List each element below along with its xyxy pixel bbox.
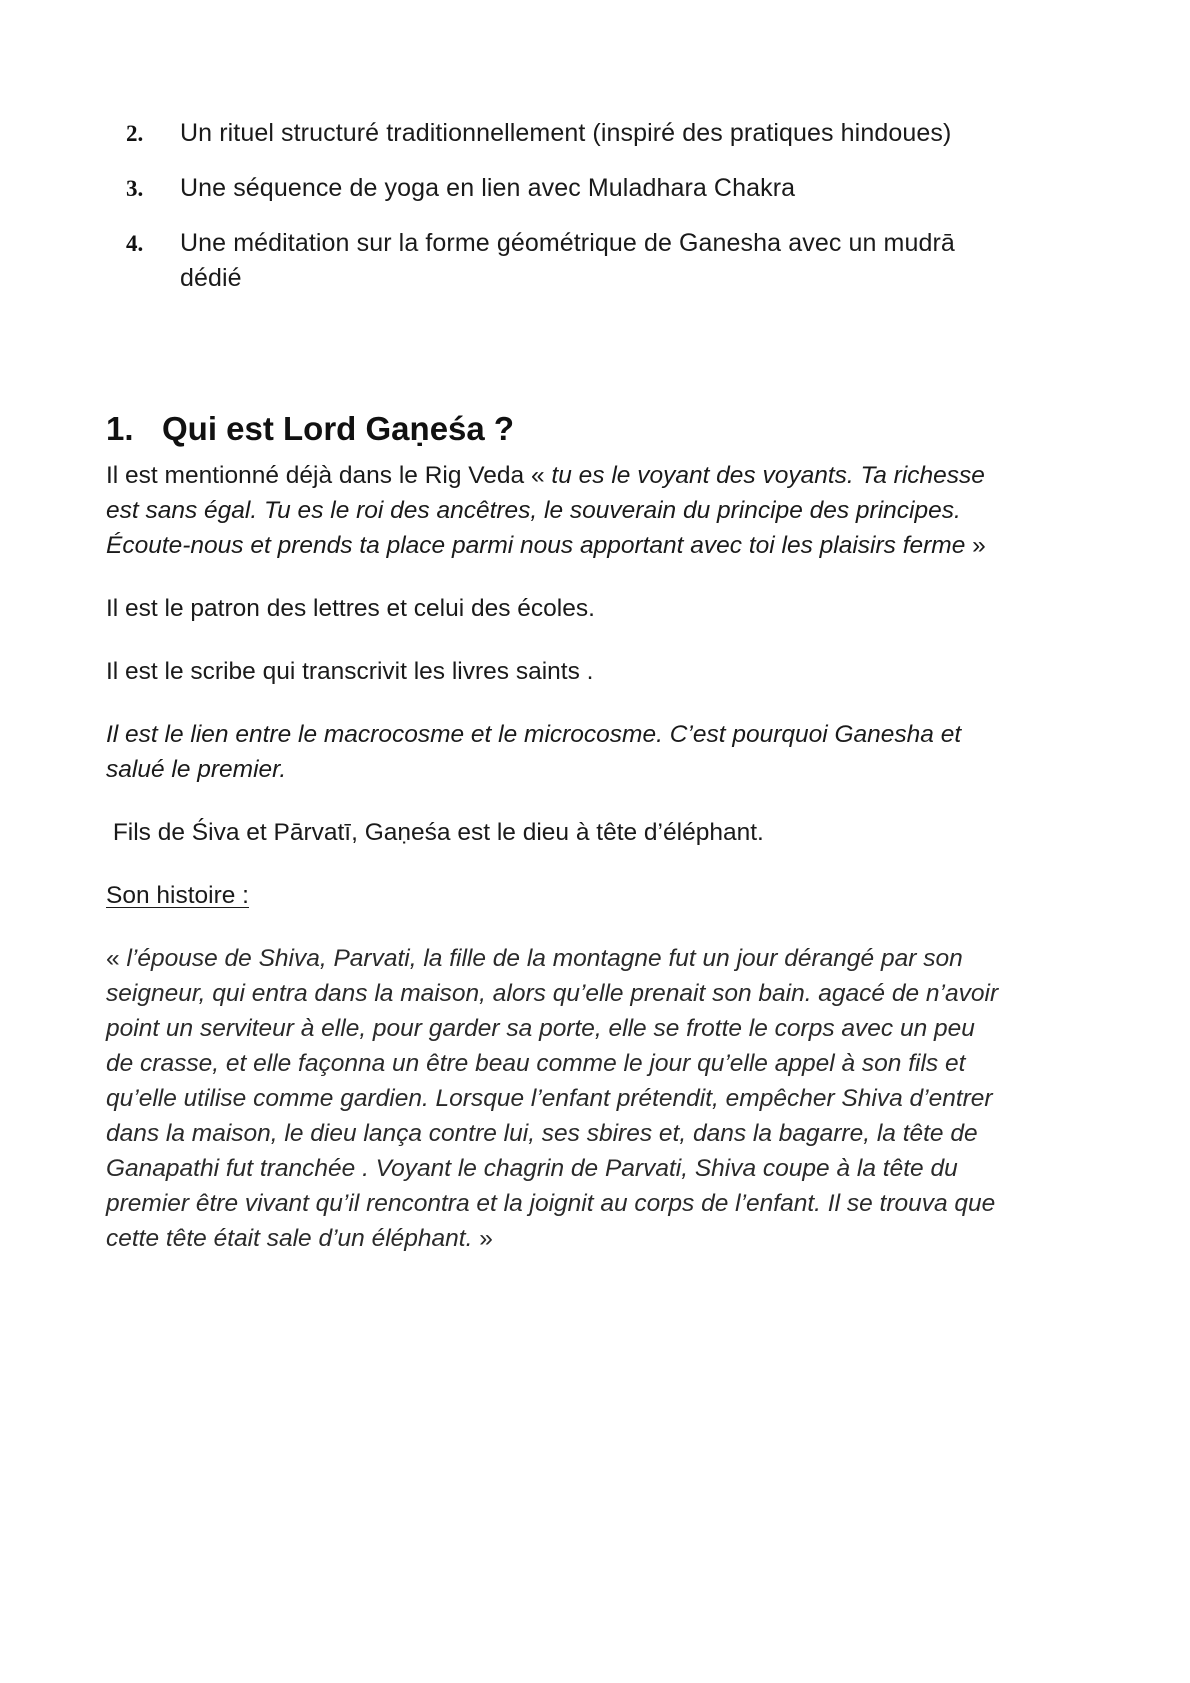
list-item-number: 3. — [126, 176, 144, 201]
list-item — [126, 116, 1006, 151]
list-item-number: 2. — [126, 121, 144, 146]
section-heading — [106, 410, 514, 448]
section-body — [106, 458, 1006, 1284]
list-item — [126, 226, 1006, 296]
histoire-text: l’épouse de Shiva, Parvati, la fille de la montagne fut un jour dérangé par son seigneur, qui entra dans la maison, alors qu’elle prenait son bain. agacé de n’avoir point un serviteur à elle, pour garder sa porte, elle se frotte le corps avec un peu de crasse, et elle façonna un être beau comme le jour qu’elle appel à son fils et qu’elle utilise comme gardien. Lorsque l’enfant prétendit, empêcher Shiva d’entrer dans la maison, le dieu lança contre lui, ses sbires et, dans la bagarre, la tête de Ganapathi fut tranchée . Voyant le chagrin de Parvati, Shiva coupe à la tête du premier être vivant qu’il rencontra et la joignit au corps de l’enfant. Il se trouva que cette tête était sale d’un éléphant. — [106, 945, 999, 1252]
lien-paragraph: Il est le lien entre le macrocosme et le microcosme. C’est pourquoi Ganesha et salué le premier. — [106, 721, 962, 783]
histoire-close-quote: » — [472, 1225, 493, 1252]
section-title: Qui est Lord Gaṇeśa ? — [162, 410, 515, 448]
histoire-label: Son histoire : — [106, 882, 249, 909]
section-number: 1. — [106, 410, 134, 448]
numbered-list — [126, 116, 1006, 316]
list-item-number: 4. — [126, 231, 144, 256]
fils-paragraph: Fils de Śiva et Pārvatī, Gaṇeśa est le dieu à tête d’éléphant. — [106, 819, 764, 846]
histoire-label-paragraph — [106, 878, 1006, 913]
rig-veda-close: » — [965, 532, 986, 559]
list-item-text: Une séquence de yoga en lien avec Muladhara Chakra — [180, 174, 796, 202]
rig-veda-paragraph — [106, 458, 1006, 563]
rig-veda-intro: Il est mentionné déjà dans le Rig Veda « — [106, 462, 552, 489]
scribe-paragraph: Il est le scribe qui transcrivit les livres saints . — [106, 658, 594, 685]
histoire-open-quote: « — [106, 945, 127, 972]
list-item — [126, 171, 1006, 206]
histoire-paragraph — [106, 941, 1006, 1256]
patron-paragraph: Il est le patron des lettres et celui des écoles. — [106, 595, 595, 622]
list-item-text: Un rituel structuré traditionnellement (inspiré des pratiques hindoues) — [180, 119, 952, 147]
rig-veda-quote: tu es le voyant des voyants. Ta richesse est sans égal. Tu es le roi des ancêtres, le souverain du principe des principes. Écoute-nous et prends ta place parmi nous apportant avec toi les plaisirs ferme — [106, 462, 985, 559]
list-item-text: Une méditation sur la forme géométrique de Ganesha avec un mudrā dédié — [180, 229, 955, 292]
